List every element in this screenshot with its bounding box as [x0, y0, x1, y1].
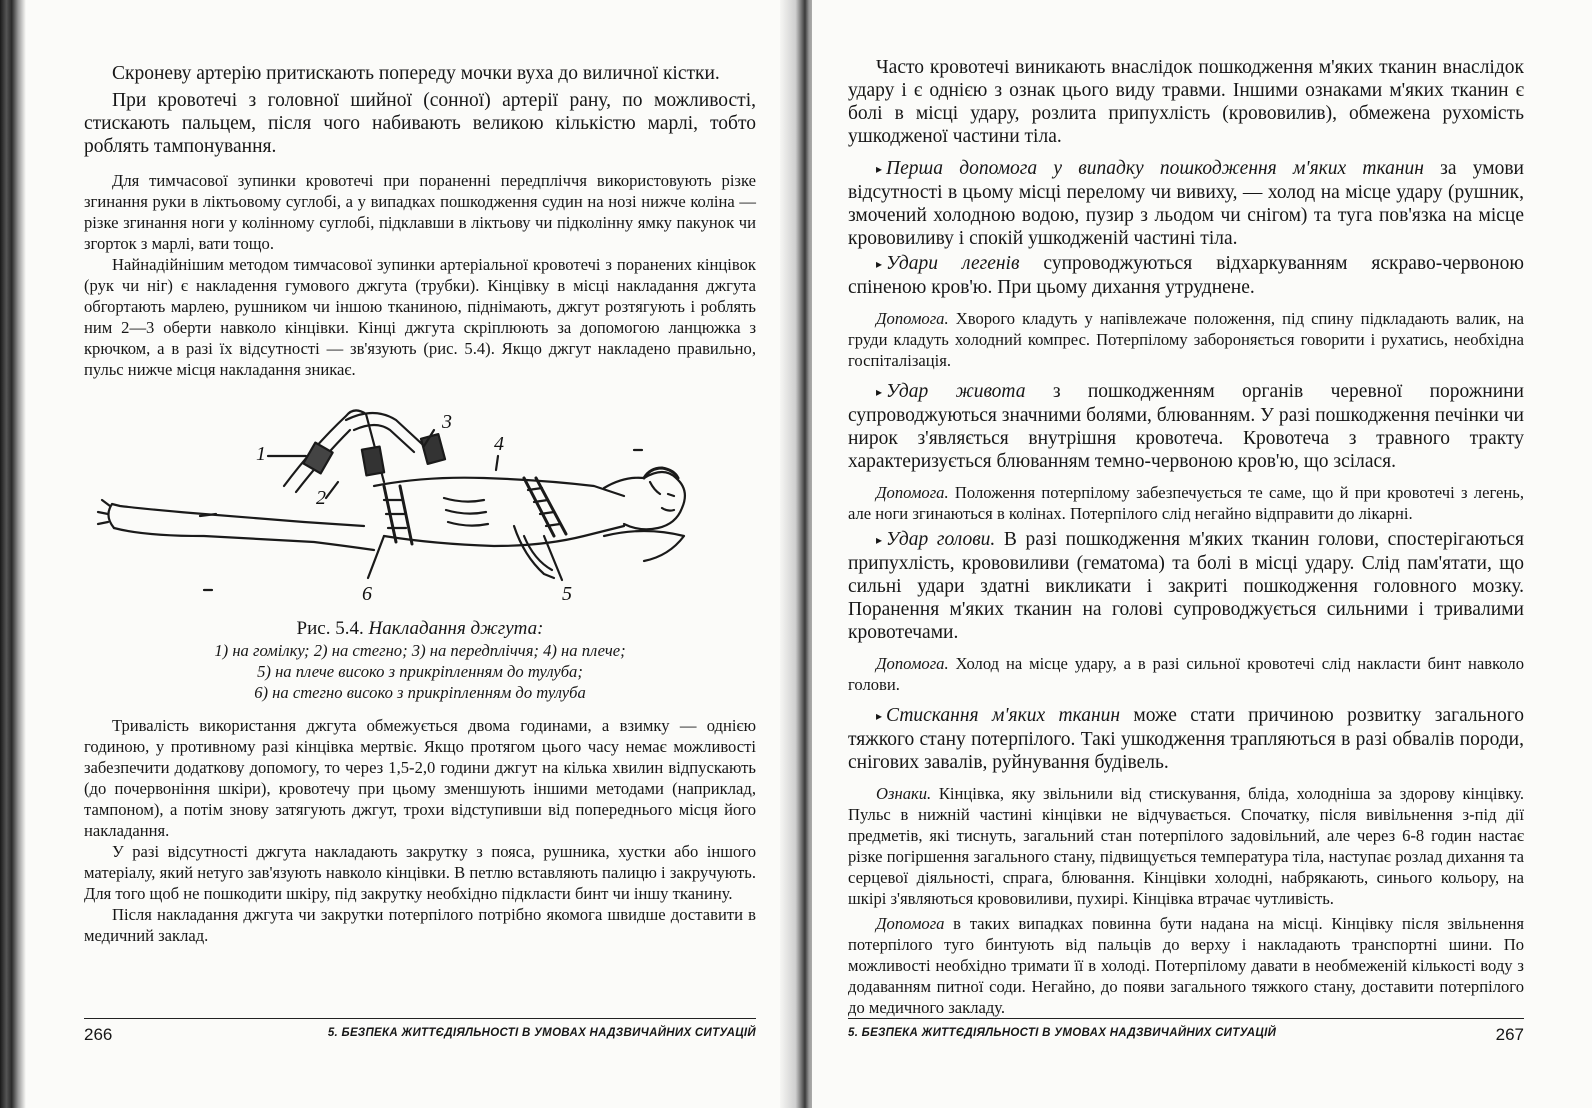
- right-page-footer: [848, 1018, 1524, 1047]
- page-number: 266: [84, 1025, 113, 1044]
- signs-paragraph: [848, 783, 1524, 909]
- section-text: з пошкодженням органів черевної порожнини супроводжуються значними болями, блюванням. У разі пошкодження печінки чи нирок з'являється внутрішня кровотеча. Кровотеча з травного тракту характеризується блюванням темно-червоною кров'ю, що зсілася.: [848, 381, 1524, 472]
- tourniquet-illustration: [84, 386, 756, 604]
- section-heading: Удари легенів: [886, 253, 1020, 274]
- help-text: Положення потерпілому забезпечується те саме, що й при кровотечі з легень, але ноги згинаються в колінах. Потерпілого слід негайно відправити до лікарні.: [848, 483, 1524, 523]
- help-paragraph: [848, 482, 1524, 524]
- figure-label-3: 3: [442, 411, 452, 433]
- paragraph: Часто кровотечі виникають внаслідок пошкодження м'яких тканин внаслідок удару і є однією з ознак цього виду травми. Іншими ознаками м'яких тканин є болі в місці удару, розлита припухлість (крововилив), обмежена рухомість ушкодженої частини тіла.: [848, 57, 1524, 147]
- right-page-text: [848, 56, 1524, 1018]
- figure-label-5: 5: [562, 583, 572, 604]
- page-number: 267: [1495, 1025, 1524, 1044]
- bullet-icon: ▸: [876, 533, 883, 547]
- section-heading: Стискання м'яких тканин: [886, 705, 1121, 726]
- paragraph: Для тимчасової зупинки кровотечі при пораненні передпліччя використовують різке згинання руки в ліктьовому суглобі, а у випадках пошкодження судин на нозі нижче коліна — різке згинання ноги у колінному суглобі, підклавши в ліктьову чи підколінну ямку пакунок чи згорток з марлі, вати тощо.: [84, 171, 756, 253]
- section-abdomen: [848, 380, 1524, 473]
- bullet-icon: ▸: [876, 709, 883, 723]
- help-label: Допомога.: [876, 483, 949, 502]
- caption-line: 5) на плече високо з прикріпленням до тулуба;: [257, 662, 583, 681]
- section-text: за умови відсутності в цьому місці перелому чи вивиху, — холод на місце удару (рушник, змочений холодною водою, пузир з льодом чи снігом) та туга пов'язка на місце крововиливу і спокій ушкодженій частині тіла.: [848, 158, 1524, 249]
- figure-caption: [84, 618, 756, 703]
- bullet-icon: ▸: [876, 385, 883, 399]
- help-text: Хворого кладуть у напівлежаче положення, під спину підкладають валик, на груди кладуть холодний компрес. Потерпілому забороняється говорити і рухатись, необхідна госпіталізація.: [848, 309, 1524, 370]
- help-text: в таких випадках повинна бути надана на місці. Кінцівку після звільнення потерпілого туго бинтують від пальців до верху і накладають транспортні шини. По можливості необхідно тримати її в холоді. Потерпілому давати в необмеженій кількості воду з додаванням питної соди. Негайно, до появи загального тяжкого стану, доставити потерпілого до медичного закладу.: [848, 914, 1524, 1017]
- caption-prefix: Рис. 5.4.: [296, 618, 364, 639]
- left-page-text: [84, 62, 756, 946]
- paragraph: Після накладання джгута чи закрутки потерпілого потрібно якомога швидше доставити в медичний заклад.: [84, 905, 756, 945]
- caption-line: 1) на гомілку; 2) на стегно; 3) на передпліччя; 4) на плече;: [214, 641, 626, 660]
- left-page-footer: [84, 1018, 756, 1047]
- figure-label-6: 6: [362, 583, 372, 604]
- running-title: 5. БЕЗПЕКА ЖИТТЄДІЯЛЬНОСТІ В УМОВАХ НАДЗВИЧАЙНИХ СИТУАЦІЙ: [848, 1027, 1277, 1039]
- running-title: 5. БЕЗПЕКА ЖИТТЄДІЯЛЬНОСТІ В УМОВАХ НАДЗВИЧАЙНИХ СИТУАЦІЙ: [327, 1027, 756, 1039]
- section-text: може стати причиною розвитку загального тяжкого стану потерпілого. Такі ушкодження трапляються в разі обвалів породи, снігових завалів, руйнування будівель.: [848, 705, 1525, 773]
- section-text: супроводжуються відхаркуванням яскраво-червоною спіненою кров'ю. При цьому дихання утруднене.: [848, 253, 1524, 298]
- figure-label-2: 2: [316, 487, 326, 509]
- paragraph: Найнадійнішим методом тимчасової зупинки артеріальної кровотечі з поранених кінцівок (рук чи ніг) є накладення гумового джгута (трубки). Кінцівку в місці накладання джгута обгортають марлею, рушником чи іншою тканиною, піднімають, джгут розтягують і роблять ним 2—3 оберти навколо кінцівки. Кінці джгута скріплюють за допомогою ланцюжка з крючком, а в разі їх відсутності — зв'язують (рис. 5.4). Якщо джгут накладено правильно, пульс нижче місця накладання зникає.: [84, 255, 756, 379]
- section-heading: Удар живота: [886, 381, 1026, 402]
- help-paragraph: [848, 308, 1524, 371]
- section-text: В разі пошкодження м'яких тканин голови, спостерігаються припухлість, крововиливи (гематома) та болі в місці удару. Слід пам'ятати, що сильні удари здатні викликати і закриті пошкодження головного мозку. Поранення м'яких тканин на голові супроводжується сильними і тривалими кровотечами.: [848, 529, 1524, 643]
- bullet-icon: ▸: [876, 257, 883, 271]
- section-heading: Удар голови.: [886, 529, 996, 550]
- section-heading: Перша допомога у випадку пошкодження м'яких тканин: [886, 158, 1424, 179]
- section-lungs: [848, 252, 1524, 299]
- page-edge: [0, 0, 26, 1108]
- help-label: Допомога.: [876, 309, 949, 328]
- figure-label-1: 1: [256, 443, 266, 465]
- paragraph: У разі відсутності джгута накладають закрутку з пояса, рушника, хустки або іншого матеріалу, який нетуго зав'язують навколо кінцівки. В петлю вставляють палицю і закручують. Для того щоб не пошкодити шкіру, під закрутку необхідно підкласти бинт чи іншу тканину.: [84, 842, 756, 903]
- figure-label-4: 4: [494, 433, 504, 455]
- caption-title: Накладання джгута:: [368, 618, 544, 639]
- bullet-icon: ▸: [876, 162, 883, 176]
- help-paragraph: [848, 913, 1524, 1018]
- section-compression: [848, 704, 1524, 774]
- section-head: [848, 528, 1524, 644]
- signs-label: Ознаки.: [876, 784, 932, 803]
- paragraph: При кровотечі з головної шийної (сонної) артерії рану, по можливості, стискають пальцем, після чого набивають великою кількістю марлі, тобто роблять тампонування.: [84, 90, 756, 157]
- section-first-aid: [848, 157, 1524, 250]
- paragraph: Тривалість використання джгута обмежується двома годинами, а взимку — однією годиною, у противному разі кінцівка мертвіє. Якщо протягом цього часу немає можливості забезпечити додаткову допомогу, то через 1,5-2,0 години джгут на кілька хвилин відпускають (до почервоніння шкіри), кровотечу при цьому зменшують іншими методами (наприклад, тампоном), а потім знову затягують джгут, трохи відступивши від попереднього місця його накладання.: [84, 716, 756, 840]
- paragraph: Скроневу артерію притискають попереду мочки вуха до виличної кістки.: [112, 63, 720, 84]
- help-label: Допомога.: [876, 654, 949, 673]
- help-paragraph: [848, 653, 1524, 695]
- help-label: Допомога: [876, 914, 945, 933]
- signs-text: Кінцівка, яку звільнили від стискування, бліда, холодніша за здорову кінцівку. Пульс в нижній частині кінцівки не відчувається. Спочатку, після вивільнення з-під дії предметів, які тиснуть, загальний стан потерпілого задовільний, але через 6-8 годин настає різке погіршення загального стану, підвищується температура тіла, наступає розлад дихання та серцевої діяльності, спрага, блювання. Кінцівки холодні, набрякають, синього кольору, на шкірі з'являються крововиливи, пухирі. Кінцівка втрачає чутливість.: [848, 784, 1524, 908]
- figure-tourniquet: [84, 386, 756, 604]
- caption-line: 6) на стегно високо з прикріпленням до тулуба: [254, 683, 586, 702]
- help-text: Холод на місце удару, а в разі сильної кровотечі слід накласти бинт навколо голови.: [848, 654, 1524, 694]
